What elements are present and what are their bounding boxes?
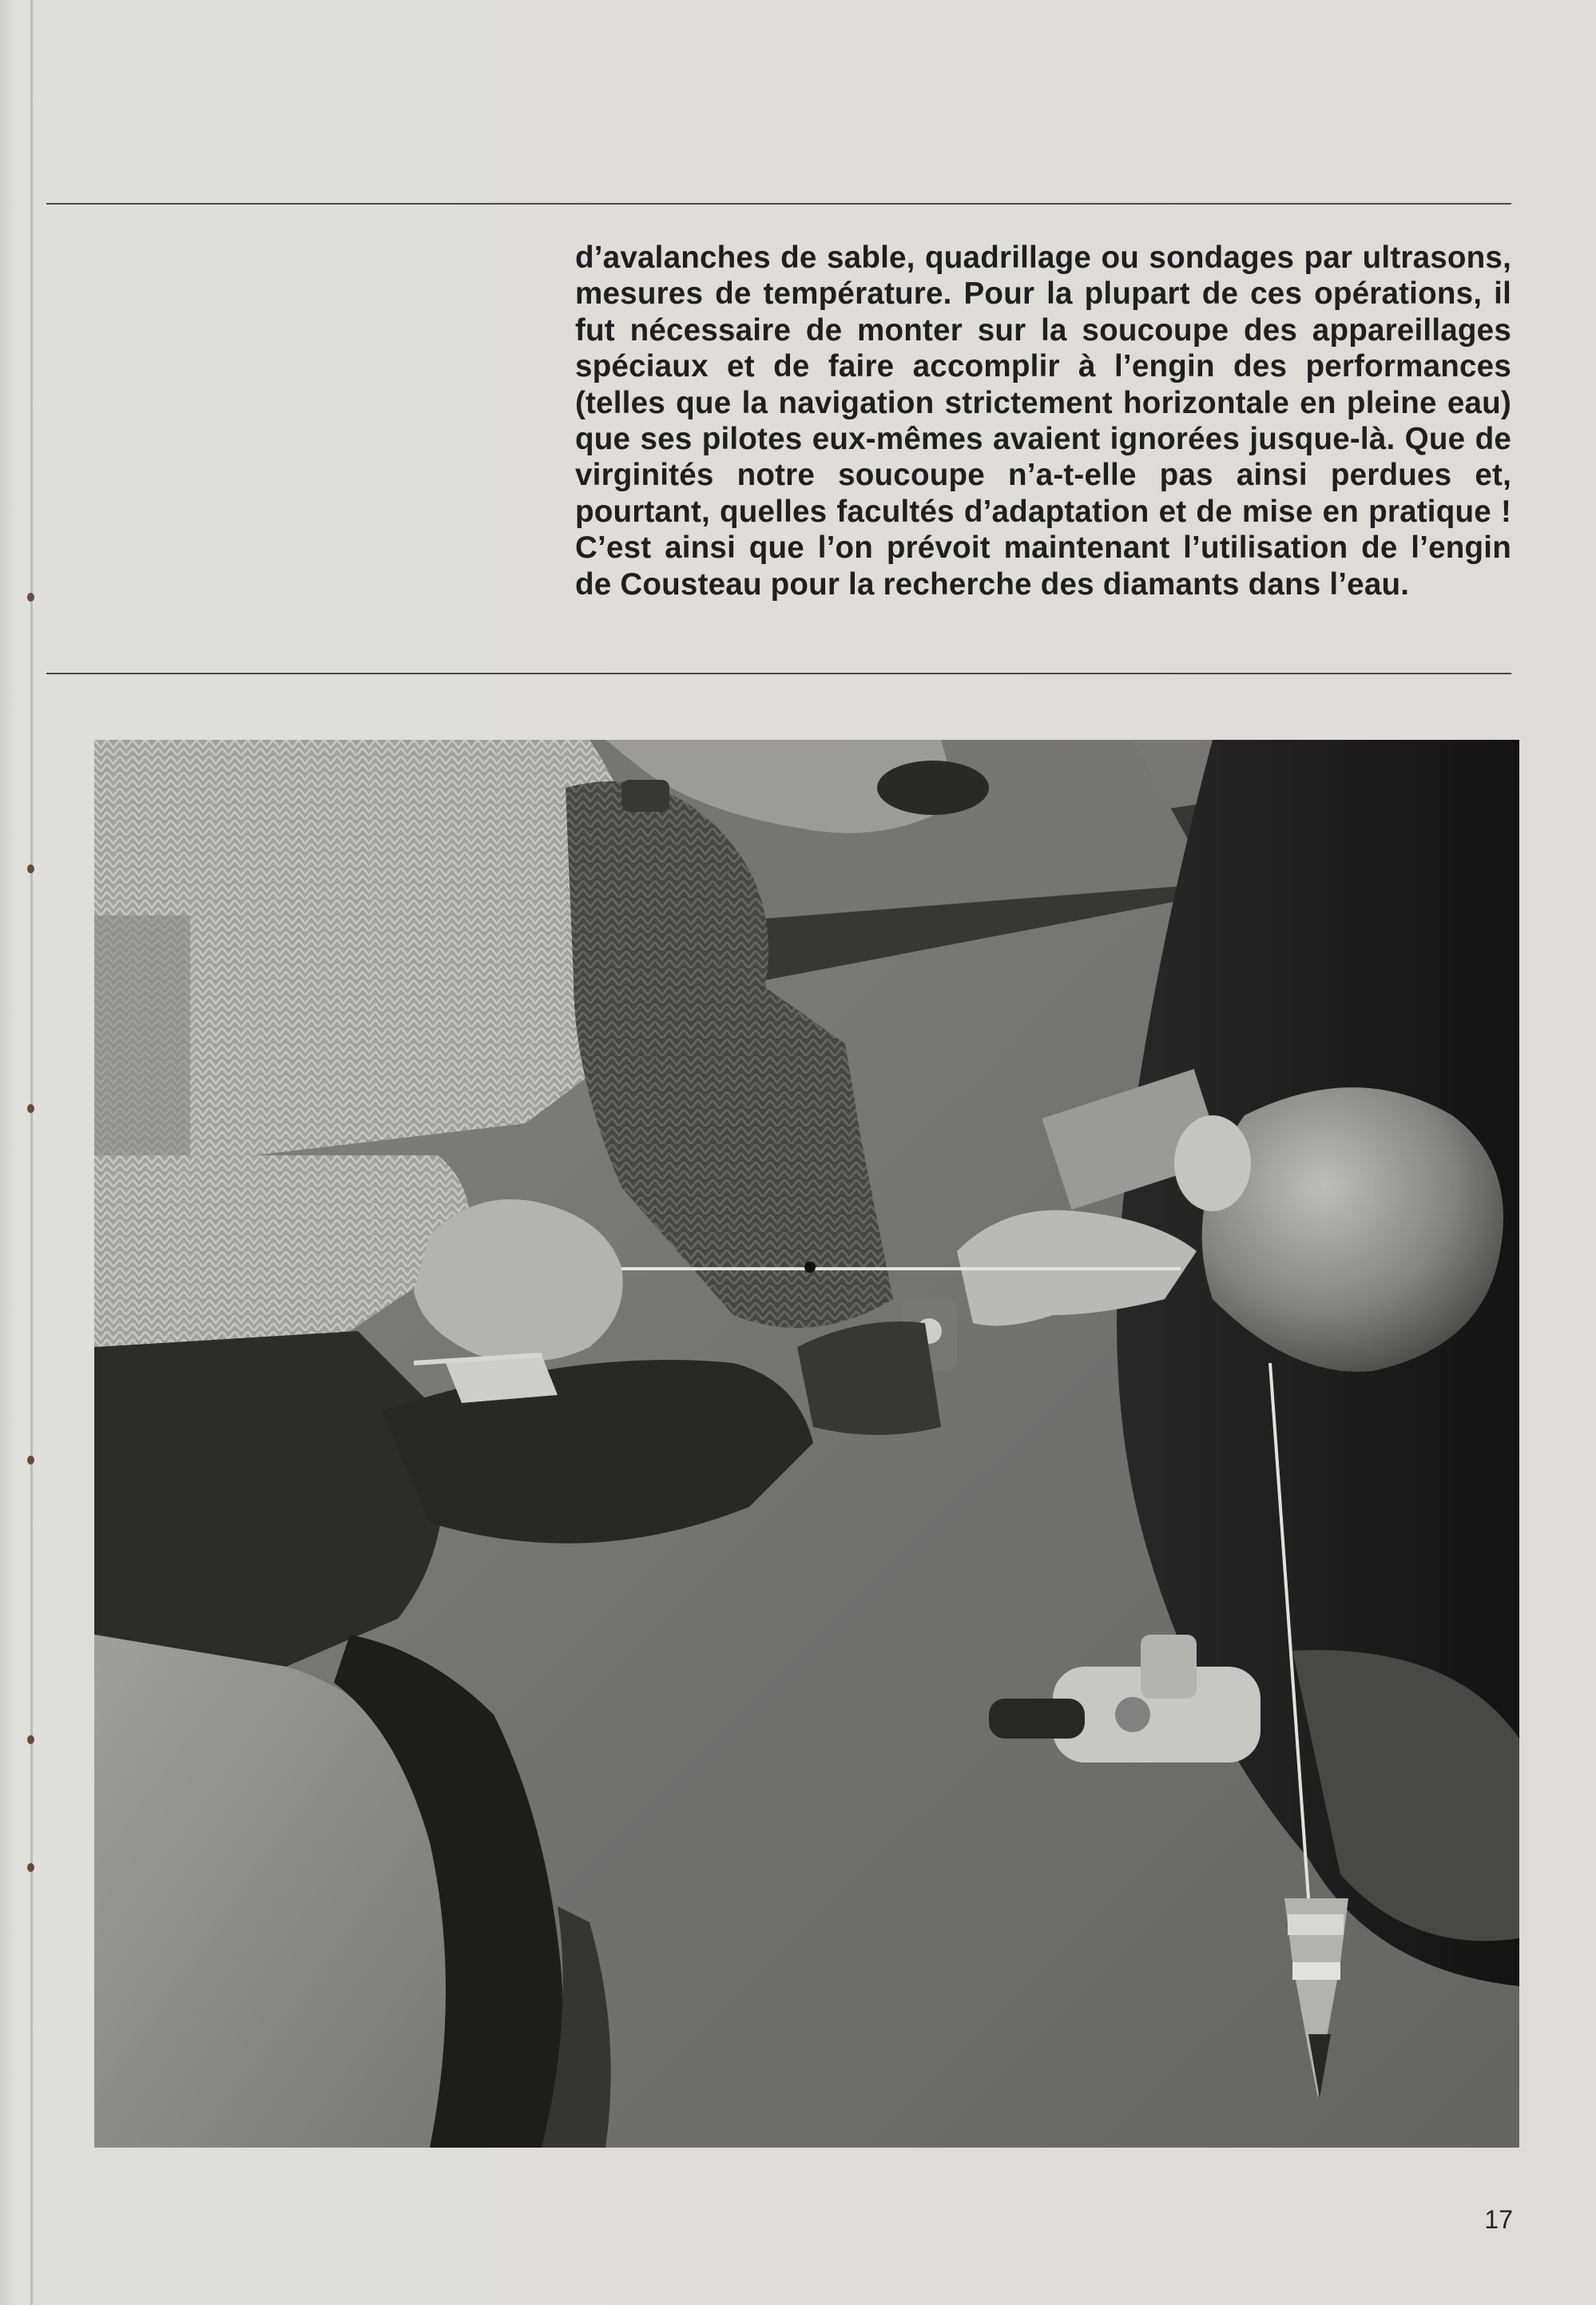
binding-mark bbox=[27, 1735, 34, 1744]
binding-edge bbox=[30, 0, 33, 2305]
binding-mark bbox=[27, 1863, 34, 1872]
binding-mark bbox=[27, 1104, 34, 1113]
binding-mark bbox=[27, 864, 34, 873]
photo-illustration bbox=[94, 740, 1519, 2148]
page-number: 17 bbox=[1484, 2205, 1513, 2234]
photo-plumb-line-measurement bbox=[94, 740, 1519, 2148]
binding-mark bbox=[27, 593, 34, 602]
article-paragraph: d’avalanches de sable, quadrillage ou sondages par ultrasons, mesures de température. Pour la plupart de ces opérations, il fut nécessaire de monter sur la soucoupe des appareillages spéciaux et de faire accomplir à l’engin des performances (telles que la navigation strictement horizontale en pleine eau) que ses pilotes eux-mêmes avaient ignorées jusque-là. Que de virginités notre soucoupe n’a-t-elle pas ainsi perdues et, pourtant, quelles facultés d’adaptation et de mise en pratique ! C’est ainsi que l’on prévoit maintenant l’utilisation de l’engin de Cousteau pour la recherche des diamants dans l’eau. bbox=[575, 240, 1511, 602]
top-divider bbox=[46, 203, 1511, 205]
bottom-divider bbox=[46, 673, 1511, 674]
binding-mark bbox=[27, 1456, 34, 1464]
